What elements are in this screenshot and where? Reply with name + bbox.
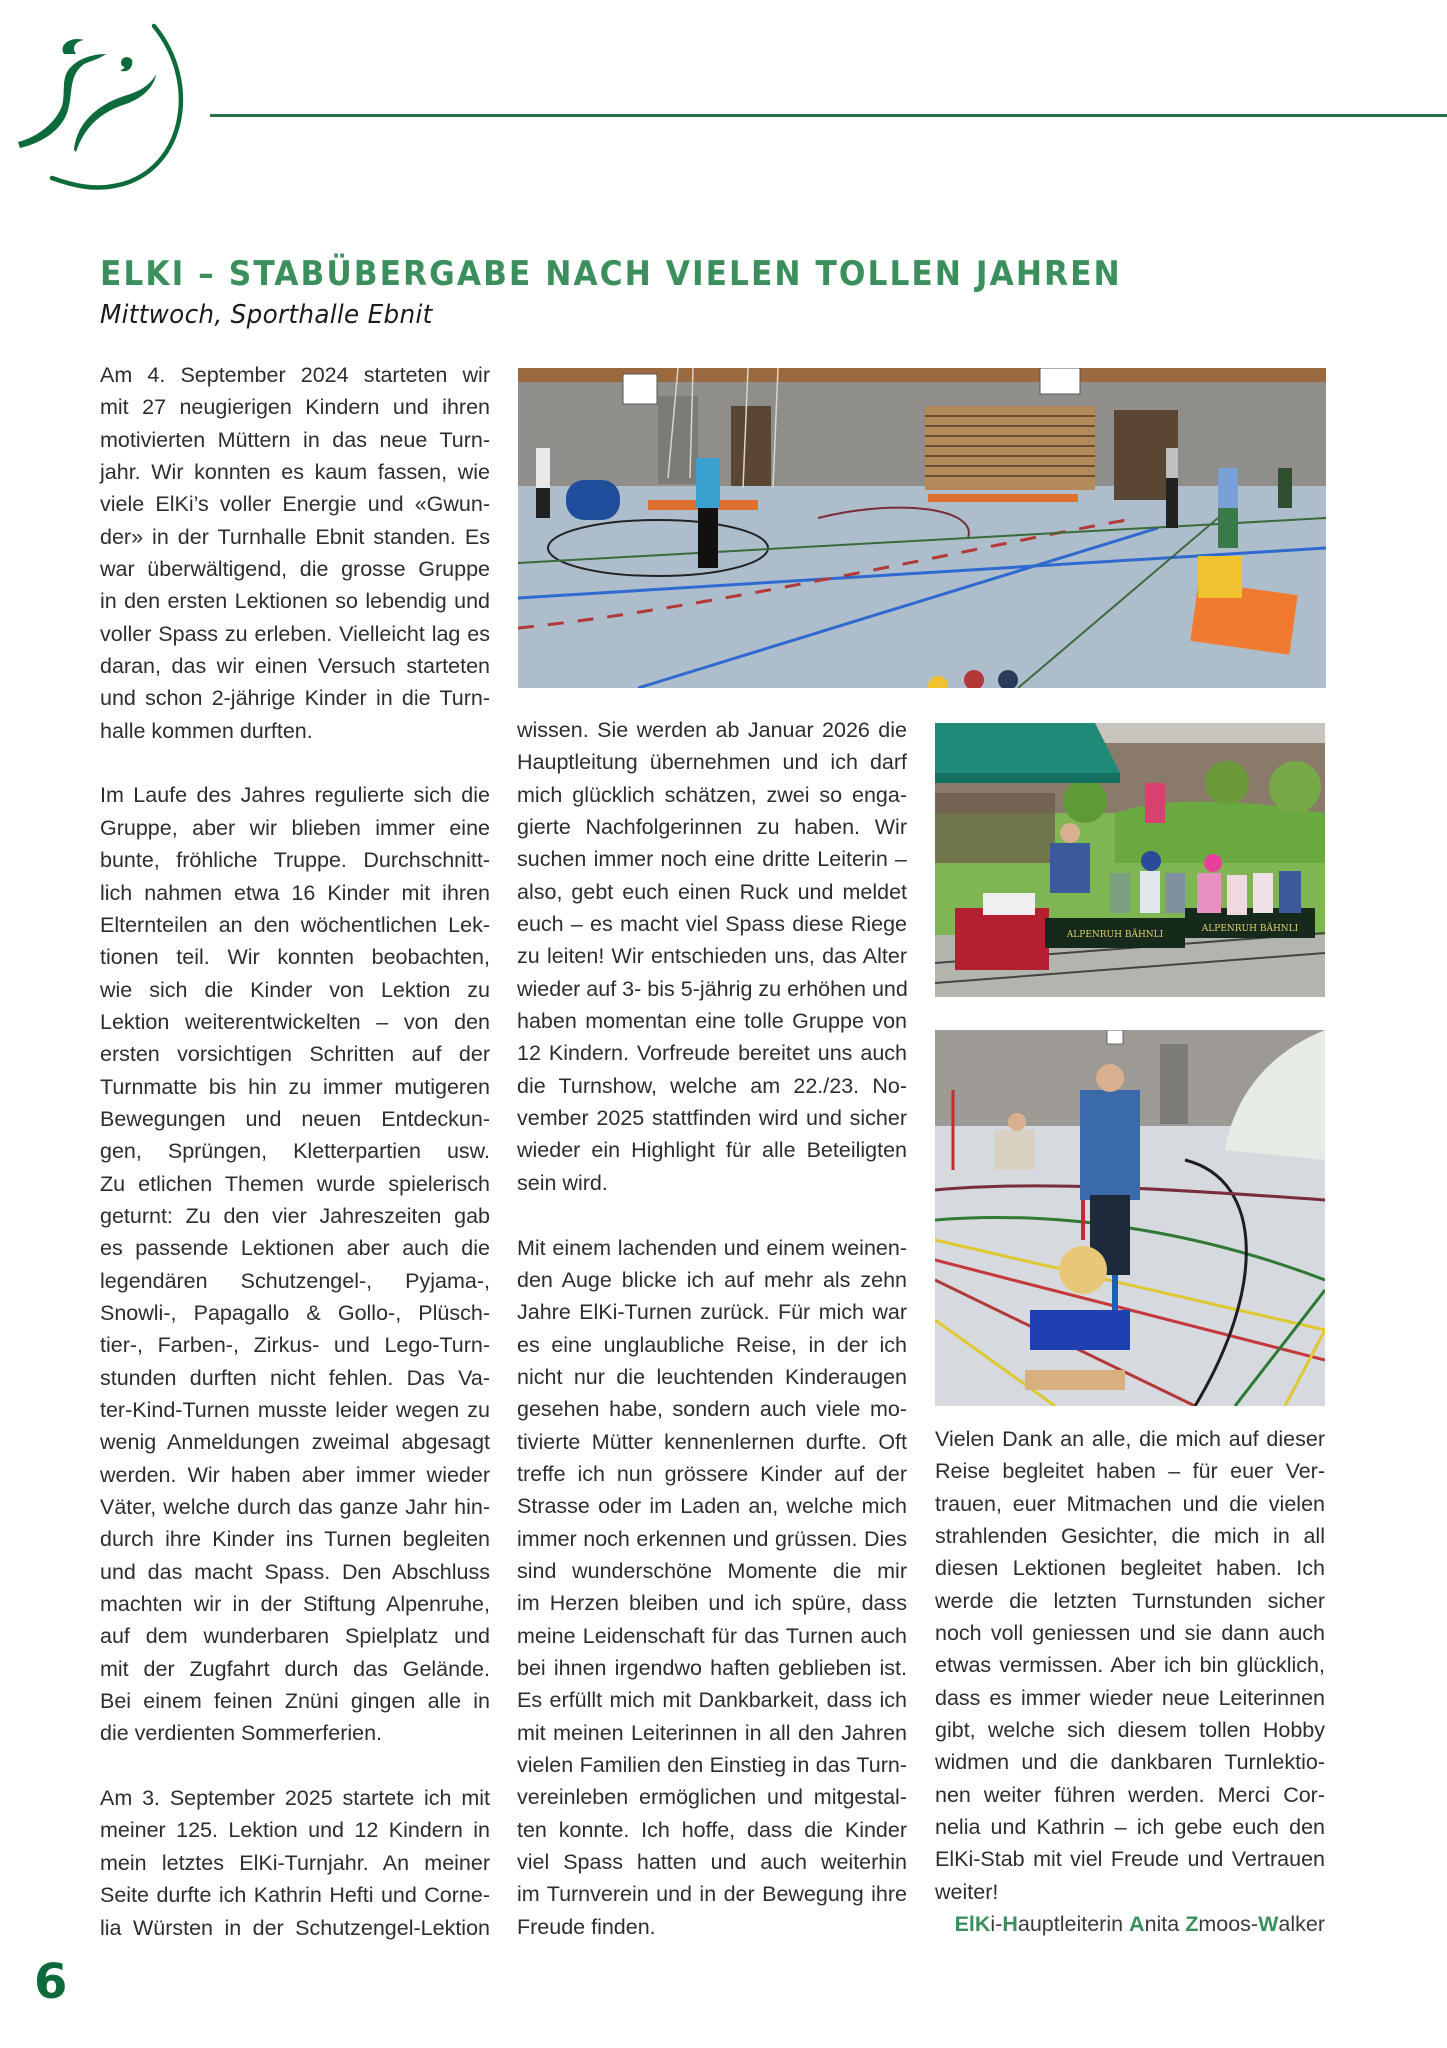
text-line: durch ihre Kinder ins Turnen begleiten	[100, 1527, 490, 1552]
text-line: diesen Lektionen begleitet haben. Ich	[935, 1556, 1325, 1581]
paragraph	[100, 779, 490, 1749]
text-line: tivierte Mütter kennenlernen durfte. Oft	[517, 1429, 907, 1454]
text-line: voller Spass zu erleben. Vielleicht lag es	[100, 621, 490, 646]
text-line: mein letztes ElKi-Turnjahr. An meiner	[100, 1850, 490, 1875]
article-title: ELKI – STABÜBERGABE NACH VIELEN TOLLEN JAHREN	[100, 254, 1122, 294]
text-line: werde die letzten Turnstunden sicher	[935, 1588, 1325, 1613]
text-line: Turnmatte bis hin zu immer mutigeren	[100, 1074, 490, 1099]
text-line: mit der Zugfahrt durch das Gelände.	[100, 1656, 490, 1681]
text-line: etwas vermissen. Aber ich bin glücklich,	[935, 1653, 1325, 1678]
text-line: die Turnshow, welche am 22./23. No-	[517, 1073, 907, 1098]
text-line: zu leiten! Wir entschieden uns, das Alter	[517, 944, 907, 969]
text-line: halle kommen durften.	[100, 718, 313, 743]
text-line: Gruppe, aber wir blieben immer eine	[100, 815, 490, 840]
text-line: Zu etlichen Themen wurde spielerisch	[100, 1171, 490, 1196]
text-line: auf dem wunderbaren Spielplatz und	[100, 1624, 490, 1649]
text-line: nicht nur die leuchtenden Kinderaugen	[517, 1364, 907, 1389]
text-line: bei ihnen irgendwo haften geblieben ist.	[517, 1655, 907, 1680]
text-line: nelia und Kathrin – ich gebe euch den	[935, 1815, 1325, 1840]
text-line: mich glücklich schätzen, zwei so enga-	[517, 782, 907, 807]
article-subtitle: Mittwoch, Sporthalle Ebnit	[100, 300, 433, 330]
svg-text:ALPENRUH BÄHNLI: ALPENRUH BÄHNLI	[1066, 930, 1164, 940]
text-line: Seite durfte ich Kathrin Hefti und Corne-	[100, 1883, 490, 1908]
svg-text:ALPENRUH BÄHNLI: ALPENRUH BÄHNLI	[1201, 924, 1299, 934]
text-line: Strasse oder im Laden an, welche mich	[517, 1494, 907, 1519]
text-line: tionen teil. Wir konnten beobachten,	[100, 945, 490, 970]
text-line: und das macht Spass. Den Abschluss	[100, 1559, 490, 1584]
text-line: ElKi-Stab mit viel Freude und Vertrauen	[935, 1847, 1325, 1872]
text-line: meiner 125. Lektion und 12 Kindern in	[100, 1818, 490, 1843]
text-column-2	[517, 714, 907, 1943]
photo-rolling-board-game	[935, 1030, 1325, 1406]
text-line: 12 Kindern. Vorfreude bereitet uns auch	[517, 1041, 907, 1066]
text-line: daran, das wir einen Versuch starteten	[100, 654, 490, 679]
text-line: wie sich die Kinder von Lektion zu	[100, 977, 490, 1002]
text-line: motivierten Müttern in das neue Turn-	[100, 427, 490, 452]
text-line: dass es immer wieder neue Leiterinnen	[935, 1685, 1325, 1710]
paragraph	[517, 714, 907, 1199]
text-line: Lektion weiterentwickelten – von den	[100, 1009, 490, 1034]
text-line: Vielen Dank an alle, die mich auf dieser	[935, 1427, 1325, 1451]
text-line: Reise begleitet haben – für euer Ver-	[935, 1459, 1325, 1484]
text-line: gen, Sprüngen, Kletterpartien usw.	[100, 1139, 490, 1164]
text-line: suchen immer noch eine dritte Leiterin –	[517, 847, 907, 872]
text-line: es eine unglaubliche Reise, in der ich	[517, 1332, 907, 1357]
text-line: wieder ein Highlight für alle Beteiligten	[517, 1138, 907, 1163]
text-line: legendären Schutzengel-, Pyjama-,	[100, 1268, 490, 1293]
text-line: wissen. Sie werden ab Januar 2026 die	[517, 718, 907, 742]
photo-miniature-train-ride	[935, 723, 1325, 997]
text-line: es passende Lektionen aber auch die	[100, 1236, 490, 1261]
text-line: weiter!	[935, 1879, 999, 1904]
text-line: jahr. Wir konnten es kaum fassen, wie	[100, 460, 490, 485]
paragraph	[935, 1423, 1325, 1908]
text-line: Elternteilen an den wöchentlichen Lek-	[100, 912, 490, 937]
signature-text: alker	[1278, 1912, 1325, 1937]
text-line: gesehen habe, sondern auch viele mo-	[517, 1397, 907, 1422]
text-line: Bewegungen und neuen Entdeckun-	[100, 1106, 490, 1131]
paragraph	[100, 1782, 490, 1944]
text-line: sind wunderschöne Momente die mir	[517, 1558, 907, 1583]
text-line: ersten vorsichtigen Schritten auf der	[100, 1042, 490, 1067]
text-line: Am 4. September 2024 starteten wir	[100, 363, 490, 387]
text-line: viele ElKi’s voller Energie und «Gwun-	[100, 492, 490, 517]
text-line: ten konnte. Ich hoffe, dass die Kinder	[517, 1817, 907, 1842]
text-line: geturnt: Zu den vier Jahreszeiten gab	[100, 1203, 490, 1228]
signature-text: moos-	[1198, 1912, 1259, 1937]
paragraph	[100, 359, 490, 747]
text-line: gibt, welche sich diesem tollen Hobby	[935, 1718, 1325, 1743]
text-line: vember 2025 stattfinden wird und sicher	[517, 1106, 907, 1131]
author-signature	[935, 1908, 1325, 1940]
text-line: strahlenden Gesichter, die mich in all	[935, 1524, 1325, 1549]
page-number: 6	[34, 1954, 68, 2010]
signature-text: nita	[1144, 1912, 1186, 1937]
text-line: in den ersten Lektionen so lebendig und	[100, 589, 490, 614]
club-logo	[14, 14, 186, 192]
text-line: werden. Wir haben aber immer wieder	[100, 1462, 490, 1487]
text-column-1	[100, 359, 490, 1944]
text-line: Freude finden.	[517, 1914, 656, 1939]
signature-initial: W	[1258, 1912, 1279, 1937]
text-line: im Herzen bleiben und ich spüre, dass	[517, 1591, 907, 1616]
text-line: Am 3. September 2025 startete ich mit	[100, 1786, 490, 1811]
signature-initial: H	[1002, 1912, 1018, 1937]
text-line: machten wir in der Stiftung Alpenruhe,	[100, 1592, 490, 1617]
text-line: tier-, Farben-, Zirkus- und Lego-Turn-	[100, 1333, 490, 1358]
text-line: vereinleben ermöglichen und mitgestal-	[517, 1785, 907, 1810]
signature-initial: A	[1129, 1912, 1145, 1937]
text-line: lich nahmen etwa 16 Kinder mit ihren	[100, 880, 490, 905]
gymnast-figures-logo-icon	[14, 14, 186, 192]
text-line: also, gebt euch einen Ruck und meldet	[517, 879, 907, 904]
signature-text: auptleiterin	[1017, 1912, 1130, 1937]
text-line: vielen Familien den Einstieg in das Turn-	[517, 1753, 907, 1777]
signature-initial: El	[954, 1912, 975, 1937]
text-line: Im Laufe des Jahres regulierte sich die	[100, 783, 490, 808]
text-line: gierte Nachfolgerinnen zu haben. Wir	[517, 815, 907, 840]
text-line: widmen und die dankbaren Turnlektio-	[935, 1750, 1325, 1775]
text-line: stunden durften nicht fehlen. Das Va-	[100, 1365, 490, 1390]
text-line: war überwältigend, die grosse Gruppe	[100, 557, 490, 582]
signature-text: i-	[990, 1912, 1003, 1937]
text-line: immer noch erkennen und grüssen. Dies	[517, 1526, 907, 1551]
photo-gym-hall-activities	[518, 368, 1326, 688]
signature-initial: Z	[1185, 1912, 1199, 1937]
text-line: den Auge blicke ich auf mehr als zehn	[517, 1267, 907, 1292]
text-line: im Turnverein und in der Bewegung ihre	[517, 1882, 907, 1907]
text-line: bunte, fröhliche Truppe. Durchschnitt-	[100, 848, 490, 873]
header-rule	[210, 114, 1447, 117]
text-line: wieder auf 3- bis 5-jährig zu erhöhen und	[517, 976, 908, 1001]
text-line: haben momentan eine tolle Gruppe von	[517, 1009, 907, 1034]
text-line: sein wird.	[517, 1170, 608, 1195]
text-line: noch voll geniessen und sie dann auch	[935, 1621, 1325, 1646]
text-column-3	[935, 1423, 1325, 1941]
text-line: mit meinen Leiterinnen in all den Jahren	[517, 1720, 907, 1745]
text-line: die verdienten Sommerferien.	[100, 1721, 383, 1746]
text-line: trauen, euer Mitmachen und die vielen	[935, 1491, 1325, 1516]
text-line: der» in der Turnhalle Ebnit standen. Es	[100, 524, 490, 549]
text-line: viel Spass hatten und auch weiterhin	[517, 1850, 907, 1875]
text-line: euch – es macht viel Spass diese Riege	[517, 912, 907, 937]
signature-initial: K	[974, 1912, 991, 1937]
text-line: wenig Anmeldungen zweimal abgesagt	[100, 1430, 490, 1455]
text-line: Jahre ElKi-Turnen zurück. Für mich war	[517, 1300, 907, 1325]
text-line: Mit einem lachenden und einem weinen-	[517, 1235, 907, 1260]
text-line: nen weiter führen werden. Merci Cor-	[935, 1782, 1325, 1807]
text-line: Hauptleitung übernehmen und ich darf	[517, 750, 907, 775]
text-line: lia Würsten in der Schutzengel-Lektion	[100, 1915, 490, 1940]
text-line: und schon 2-jährige Kinder in die Turn-	[100, 686, 490, 711]
text-line: Es erfüllt mich mit Dankbarkeit, dass ich	[517, 1688, 907, 1713]
text-line: Bei einem feinen Znüni gingen alle in	[100, 1689, 490, 1714]
text-line: Snowli-, Papagallo & Gollo-, Plüsch-	[100, 1300, 490, 1325]
text-line: ter-Kind-Turnen musste leider wegen zu	[100, 1398, 490, 1422]
text-line: Väter, welche durch das ganze Jahr hin-	[100, 1495, 490, 1520]
text-line: meine Leidenschaft für das Turnen auch	[517, 1623, 907, 1648]
text-line: mit 27 neugierigen Kindern und ihren	[100, 395, 490, 420]
text-line: treffe ich nun grössere Kinder auf der	[517, 1461, 907, 1486]
paragraph	[517, 1232, 907, 1944]
